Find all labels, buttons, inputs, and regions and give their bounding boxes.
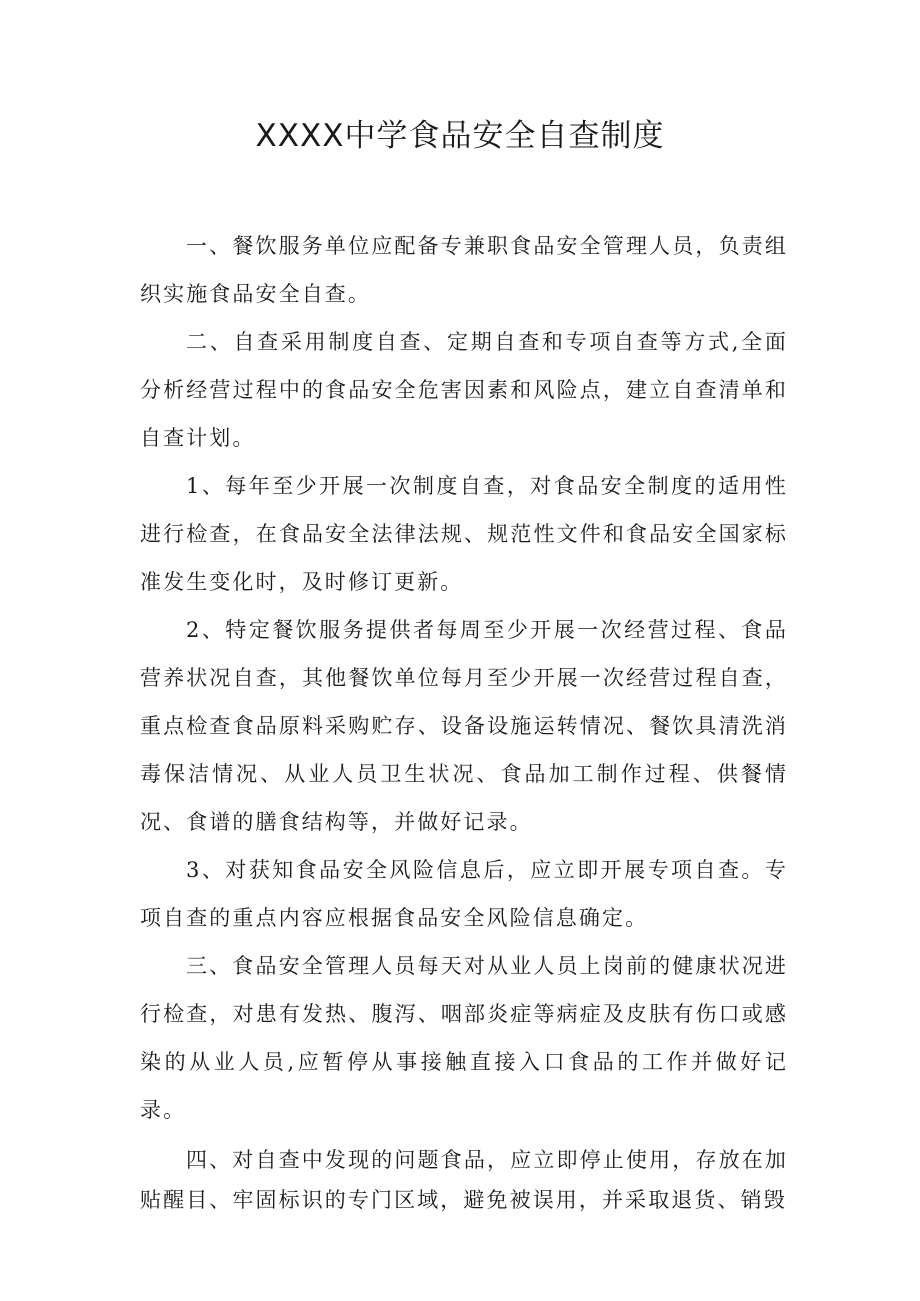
document-body bbox=[140, 222, 788, 1220]
paragraph-6: 三、食品安全管理人员每天对从业人员上岗前的健康状况进行检查，对患有发热、腹泻、咽部炎症等病症及皮肤有伤口或感染的从业人员,应暂停从事接触直接入口食品的工作并做好记录。 bbox=[140, 954, 788, 1122]
paragraph-4: 2、特定餐饮服务提供者每周至少开展一次经营过程、食品营养状况自查，其他餐饮单位每月至少开展一次经营过程自查，重点检查食品原料采购贮存、设备设施运转情况、餐饮具清洗消毒保洁情况、从业人员卫生状况、食品加工制作过程、供餐情况、食谱的膳食结构等，并做好记录。 bbox=[140, 618, 788, 834]
paragraph-3: 1、每年至少开展一次制度自查，对食品安全制度的适用性进行检查，在食品安全法律法规、规范性文件和食品安全国家标准发生变化时，及时修订更新。 bbox=[140, 474, 788, 594]
paragraph-2: 二、自查采用制度自查、定期自查和专项自查等方式,全面分析经营过程中的食品安全危害因素和风险点，建立自查清单和自查计划。 bbox=[140, 330, 788, 450]
document-title: XXXX中学食品安全自查制度 bbox=[255, 118, 665, 154]
paragraph-1: 一、餐饮服务单位应配备专兼职食品安全管理人员，负责组织实施食品安全自查。 bbox=[140, 234, 788, 306]
paragraph-7: 四、对自查中发现的问题食品，应立即停止使用，存放在加贴醒目、牢固标识的专门区域，避免被误用，并采取退货、销毁 bbox=[140, 1148, 788, 1212]
paragraph-5: 3、对获知食品安全风险信息后，应立即开展专项自查。专项自查的重点内容应根据食品安全风险信息确定。 bbox=[140, 858, 788, 930]
